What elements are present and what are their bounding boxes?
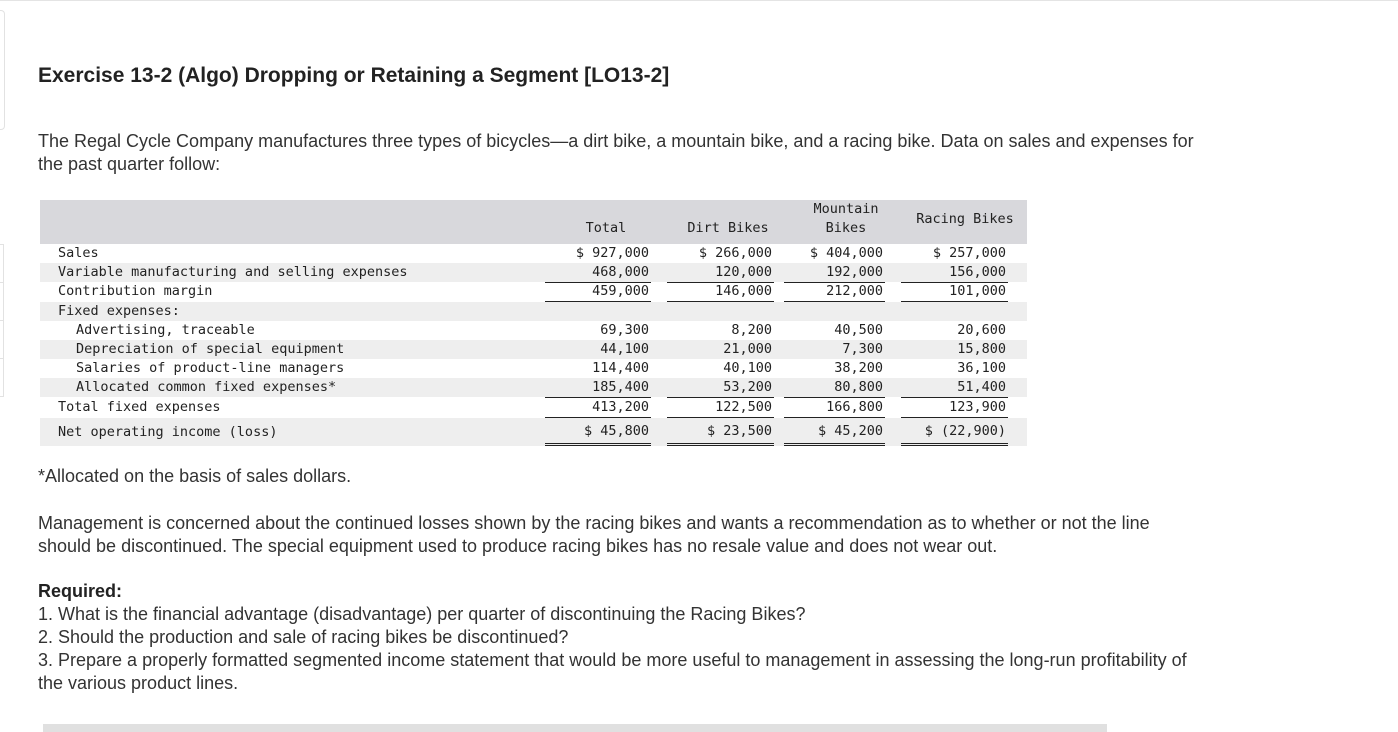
row-label: Allocated common fixed expenses* [76, 379, 337, 395]
left-panel-edge [0, 10, 5, 130]
cell-dirt: $ 23,500 [667, 418, 774, 446]
cell-racing: 101,000 [901, 282, 1008, 302]
table-row [40, 418, 1027, 446]
required-section [38, 580, 1198, 695]
cell-mountain: 212,000 [784, 282, 885, 302]
footnote: *Allocated on the basis of sales dollars. [38, 466, 352, 486]
row-label: Fixed expenses: [58, 303, 180, 319]
cell-total: 413,200 [545, 397, 651, 418]
cell-dirt: 40,100 [723, 360, 772, 376]
row-label: Net operating income (loss) [58, 424, 278, 440]
cell-racing: 15,800 [957, 341, 1006, 357]
cell-dirt: $ 266,000 [667, 244, 774, 264]
left-tab[interactable] [0, 283, 4, 321]
cell-total: $ 927,000 [545, 244, 651, 264]
header-mountain-bikes [804, 200, 888, 238]
row-label: Contribution margin [58, 283, 213, 299]
table-row [40, 263, 1027, 282]
cell-dirt: 8,200 [731, 322, 772, 338]
cell-total: $ 45,800 [545, 418, 651, 446]
row-label: Sales [58, 245, 99, 261]
cell-racing: 156,000 [901, 263, 1008, 283]
cell-racing: 20,600 [957, 322, 1006, 338]
header-dirt-bikes: Dirt Bikes [687, 220, 769, 236]
cell-racing: $ 257,000 [901, 244, 1008, 264]
cell-dirt: 146,000 [667, 282, 774, 302]
table-row [40, 397, 1027, 418]
table-row [40, 340, 1027, 359]
management-text: Management is concerned about the continued losses shown by the racing bikes and wants a recommendation as to whether or not the line should be discontinued. The special equipment used to produce racing bikes has no resale value and does not wear out. [38, 513, 1150, 556]
cell-mountain: 80,800 [784, 378, 885, 398]
cell-mountain: 38,200 [834, 360, 883, 376]
cell-dirt: 21,000 [723, 341, 772, 357]
left-tab[interactable] [0, 359, 4, 397]
required-label: Required: [38, 581, 123, 601]
left-tab-strip [0, 244, 4, 397]
row-label: Total fixed expenses [58, 399, 221, 415]
cell-total: 44,100 [600, 341, 649, 357]
left-tab[interactable] [0, 321, 4, 359]
header-total: Total [585, 220, 627, 236]
header-racing-bikes: Racing Bikes [916, 211, 1014, 227]
cell-mountain: $ 404,000 [784, 244, 885, 264]
cell-total: 468,000 [545, 263, 651, 283]
cell-dirt: 122,500 [667, 397, 774, 418]
exercise-title: Exercise 13-2 (Algo) Dropping or Retaining a Segment [LO13-2] [38, 64, 670, 87]
row-label: Variable manufacturing and selling expenses [58, 264, 408, 280]
cell-racing: 36,100 [957, 360, 1006, 376]
required-item: 1. What is the financial advantage (disadvantage) per quarter of discontinuing the Racing Bikes? [38, 604, 806, 624]
intro-text: The Regal Cycle Company manufactures three types of bicycles—a dirt bike, a mountain bike, and a racing bike. Data on sales and expenses for the past quarter follow: [38, 131, 1194, 174]
cell-dirt: 120,000 [667, 263, 774, 283]
row-label: Salaries of product-line managers [76, 360, 345, 376]
scroll-region-bar [43, 724, 1107, 732]
row-label: Advertising, traceable [76, 322, 255, 338]
financial-table [40, 200, 1027, 446]
left-tab[interactable] [0, 244, 4, 283]
cell-mountain: 166,800 [784, 397, 885, 418]
table-row [40, 321, 1027, 340]
cell-mountain: 7,300 [842, 341, 883, 357]
required-item: 3. Prepare a properly formatted segmented income statement that would be more useful to management in assessing the long-run profitability of the various product lines. [38, 650, 1187, 693]
top-divider [0, 0, 1398, 1]
cell-racing: 51,400 [901, 378, 1008, 398]
cell-racing: $ (22,900) [901, 418, 1008, 446]
cell-total: 69,300 [600, 322, 649, 338]
cell-total: 114,400 [592, 360, 649, 376]
table-row [40, 302, 1027, 321]
cell-mountain: $ 45,200 [784, 418, 885, 446]
cell-dirt: 53,200 [667, 378, 774, 398]
table-row [40, 244, 1027, 263]
required-item: 2. Should the production and sale of racing bikes be discontinued? [38, 627, 569, 647]
table-row [40, 378, 1027, 397]
header-mountain-line2: Bikes [825, 220, 867, 236]
header-mountain-line1: Mountain [813, 201, 879, 217]
cell-mountain: 40,500 [834, 322, 883, 338]
table-row [40, 282, 1027, 302]
cell-total: 459,000 [545, 282, 651, 302]
table-row [40, 359, 1027, 378]
cell-mountain: 192,000 [784, 263, 885, 283]
row-label: Depreciation of special equipment [76, 341, 345, 357]
cell-racing: 123,900 [901, 397, 1008, 418]
cell-total: 185,400 [545, 378, 651, 398]
table-header [40, 200, 1027, 244]
